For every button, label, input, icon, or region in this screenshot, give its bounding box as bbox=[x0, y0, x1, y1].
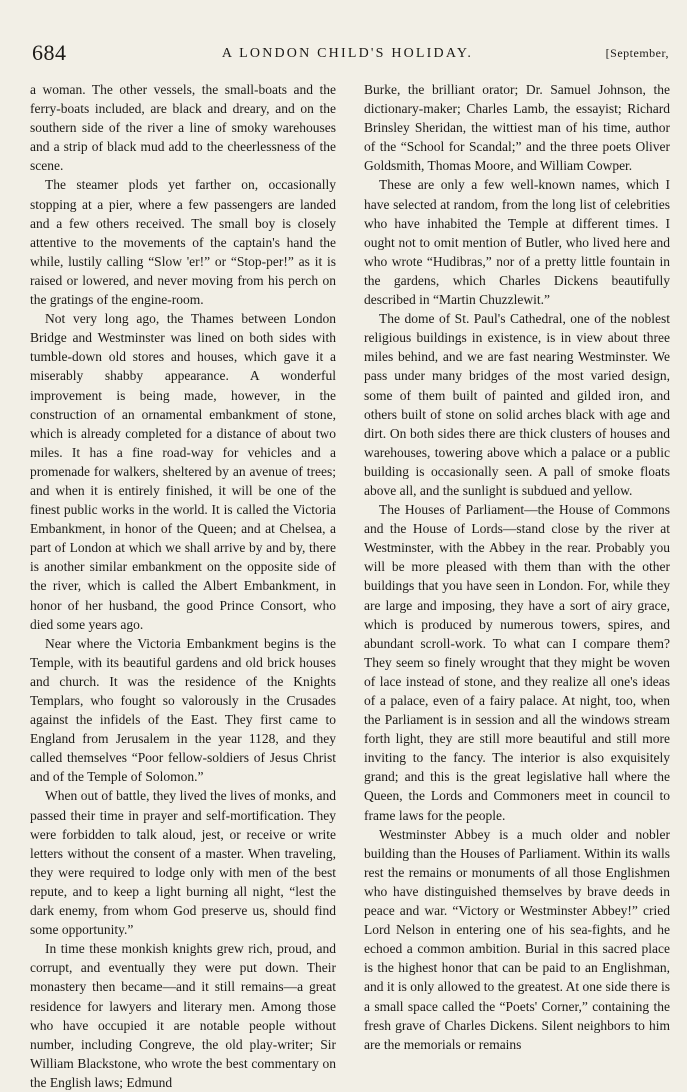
paragraph: Near where the Victoria Embankment begins is the Temple, with its beautiful gardens and old brick houses and church. It was the residence of the Knights Templars, who fought so valorously in the Crusades against the infidels of the East. They first came to England from Jerusalem in the year 1128, and they called themselves “Poor fellow-soldiers of Jesus Christ and of the Temple of Solomon.” bbox=[30, 635, 336, 785]
paragraph: In time these monkish knights grew rich, proud, and corrupt, and eventually they were put down. Their monastery then became—and it still remains—a great residence for lawyers and literary men. Among those who have occupied it are notable people without number, including Congreve, the old play-writer; Sir William Blackstone, who wrote the best commentary on the English laws; Edmund bbox=[30, 941, 336, 1090]
paragraph: a woman. The other vessels, the small-boats and the ferry-boats included, are black and dreary, and on the southern side of the river a line of smoky warehouses and a strip of black mud add to the cheerlessness of the scene. bbox=[30, 82, 336, 174]
paragraph: The steamer plods yet farther on, occasionally stopping at a pier, where a few passengers are landed and a few others received. The small boy is closely attentive to the movements of the captain's hand the while, lustily calling “Slow 'er!” or “Stop-per!” as it is raised or lowered, and never moving from his perch on the gratings of the engine-room. bbox=[30, 177, 336, 308]
paragraph: Westminster Abbey is a much older and nobler building than the Houses of Parliament. Within its walls rest the remains or monuments of all those Englishmen who have distinguished themselves by brave deeds in peace and war. “Victory or Westminster Abbey!” cried Lord Nelson in entering one of his sea-fights, and he echoed a common ambition. Burial in this sacred place is the highest honor that can be paid to an Englishman, and it is only allowed to the greatest. At one side there is a small space called the “Poets' Corner,” containing the fresh grave of Charles Dickens. Silent neighbors to him are the memorials or remains bbox=[364, 826, 670, 1052]
page-header bbox=[26, 40, 669, 70]
page-number: 684 bbox=[32, 40, 67, 65]
paragraph: These are only a few well-known names, which I have selected at random, from the long list of celebrities who have inhabited the Temple at different times. I ought not to omit mention of Butler, who lived here and who wrote “Hudibras,” nor of a pretty little fountain in the gardens, which Charles Dickens beautifully described in “Martin Chuzzlewit.” bbox=[364, 177, 670, 308]
left-column bbox=[30, 80, 336, 1092]
running-month: [September, bbox=[605, 46, 669, 60]
paragraph: When out of battle, they lived the lives of monks, and passed their time in prayer and self-mortification. They were forbidden to talk aloud, jest, or receive or write letters without the consent of a master. When traveling, they were required to lodge only with men of the best repute, and to keep a light burning all night, “lest the dark enemy, from whom God preserve us, should find some opportunity.” bbox=[30, 788, 336, 938]
paragraph: The dome of St. Paul's Cathedral, one of the noblest religious buildings in existence, is in view about three miles behind, and we are fast nearing Westminster. We pass under many bridges of the most varied design, some of them built of painted and gilded iron, and others built of stone on solid arches black with age and dirt. On both sides there are thick clusters of houses and warehouses, towering above which a palace or a public building is occasionally seen. A pall of smoke floats above all, and the sunlight is subdued and yellow. bbox=[364, 311, 670, 498]
paragraph: Not very long ago, the Thames between London Bridge and Westminster was lined on both sides with tumble-down old stores and houses, which gave it a miserably shabby appearance. A wonderful improvement is being made, however, in the construction of an ornamental embankment of stone, which is already completed for a distance of about two miles. It has a fine road-way for vehicles and a promenade for walkers, sheltered by an avenue of trees; and when it is entirely finished, it will be one of the finest public works in the world. It is called the Victoria Embankment, in honor of the Queen; and at Chelsea, a part of London at which we shall arrive by and by, there is another similar embankment on the opposite side of the river, which is called the Albert Embankment, in honor of her husband, the good Prince Consort, who died some years ago. bbox=[30, 311, 336, 632]
running-title: A LONDON CHILD'S HOLIDAY. bbox=[221, 46, 474, 61]
right-column bbox=[364, 80, 670, 1054]
paragraph: The Houses of Parliament—the House of Commons and the House of Lords—stand close by the river at Westminster, with the Abbey in the rear. Probably you will be more pleased with them than with the other buildings that you have seen in London. For, while they are large and imposing, they have a sort of airy grace, which is produced by numerous towers, spires, and abundant scroll-work. To what can I compare them? They seem so finely wrought that they might be woven of lace instead of stone, and they realize all one's ideas of a palace, even of a fairy palace. At night, too, when the Parliament is in session and all the windows stream forth light, they are still more beautiful and still more inviting to the fancy. The interior is also exquisitely grand; and this is the great legislative hall where the Queen, the Lords and Commoners meet in council to frame laws for the people. bbox=[364, 502, 670, 823]
paragraph: Burke, the brilliant orator; Dr. Samuel Johnson, the dictionary-maker; Charles Lamb, the essayist; Richard Brinsley Sheridan, the wittiest man of his time, author of the “School for Scandal;” and the three poets Oliver Goldsmith, Thomas Moore, and William Cowper. bbox=[364, 82, 670, 174]
